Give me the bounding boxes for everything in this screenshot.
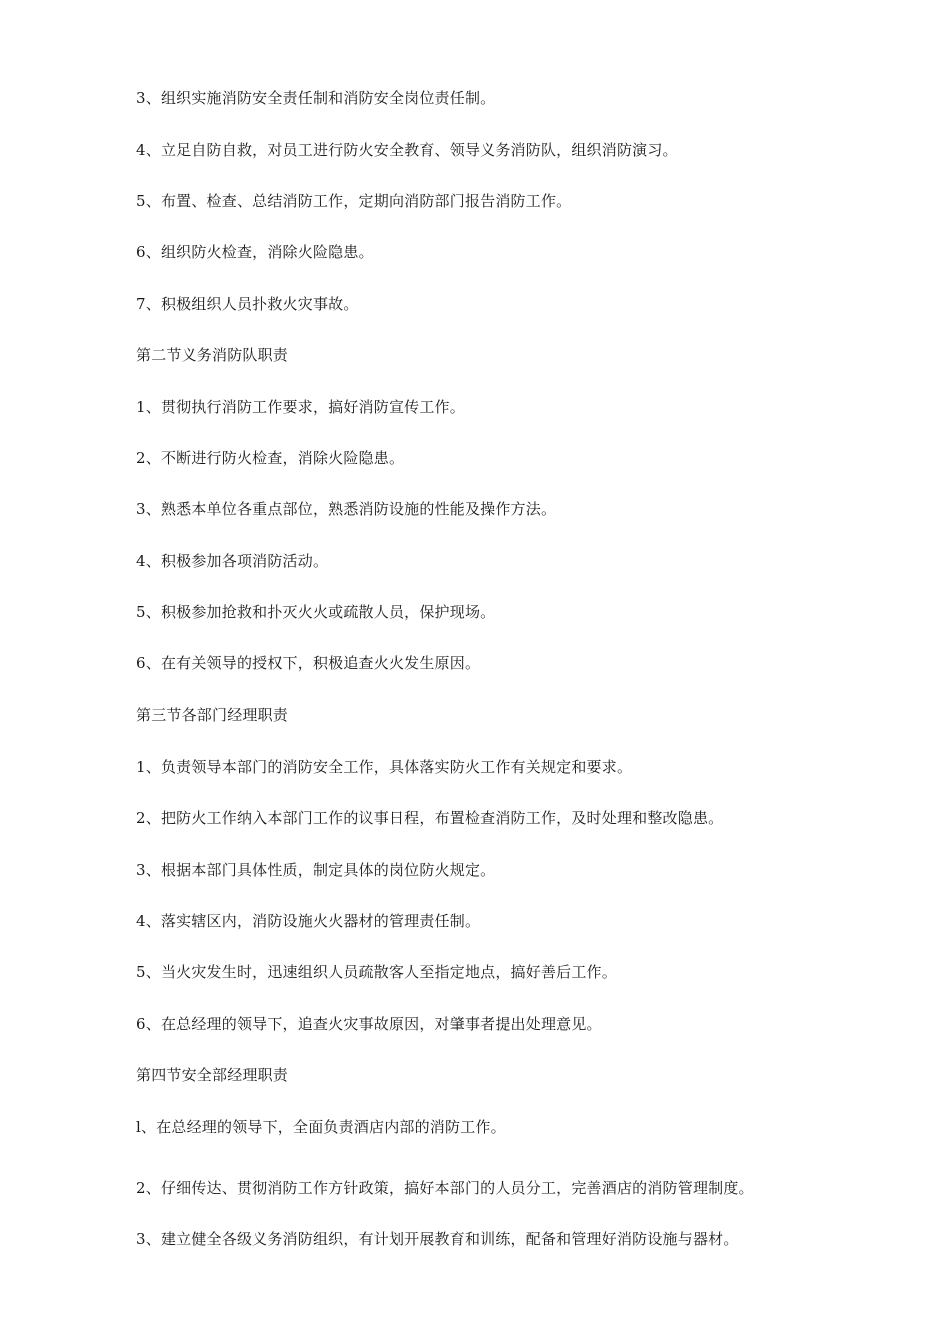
section-heading-2: 第二节义务消防队职责 bbox=[136, 346, 289, 364]
section-heading-3: 第三节各部门经理职责 bbox=[136, 706, 289, 724]
paragraph-8: 3、熟悉本单位各重点部位，熟悉消防设施的性能及操作方法。 bbox=[136, 500, 557, 518]
paragraph-1: 3、组织实施消防安全责任制和消防安全岗位责任制。 bbox=[136, 89, 496, 107]
paragraph-20: 3、建立健全各级义务消防组织，有计划开展教育和训练，配备和管理好消防设施与器材。 bbox=[136, 1230, 739, 1248]
paragraph-10: 5、积极参加抢救和扑灭火火或疏散人员，保护现场。 bbox=[136, 603, 496, 621]
paragraph-9: 4、积极参加各项消防活动。 bbox=[136, 552, 329, 570]
section-heading-4: 第四节安全部经理职责 bbox=[136, 1066, 289, 1084]
paragraph-16: 5、当火灾发生时，迅速组织人员疏散客人至指定地点，搞好善后工作。 bbox=[136, 963, 617, 981]
paragraph-7: 2、不断进行防火检查，消除火险隐患。 bbox=[136, 449, 405, 467]
paragraph-17: 6、在总经理的领导下，追查火灾事故原因，对肇事者提出处理意见。 bbox=[136, 1015, 602, 1033]
paragraph-2: 4、立足自防自救，对员工进行防火安全教育、领导义务消防队，组织消防演习。 bbox=[136, 141, 678, 159]
paragraph-18: l、在总经理的领导下，全面负责酒店内部的消防工作。 bbox=[136, 1118, 506, 1136]
paragraph-5: 7、积极组织人员扑救火灾事故。 bbox=[136, 295, 359, 313]
paragraph-11: 6、在有关领导的授权下，积极追查火火发生原因。 bbox=[136, 654, 481, 672]
paragraph-14: 3、根据本部门具体性质，制定具体的岗位防火规定。 bbox=[136, 861, 496, 879]
paragraph-15: 4、落实辖区内，消防设施火火器材的管理责任制。 bbox=[136, 912, 481, 930]
paragraph-4: 6、组织防火检查，消除火险隐患。 bbox=[136, 243, 374, 261]
paragraph-3: 5、布置、检查、总结消防工作，定期向消防部门报告消防工作。 bbox=[136, 192, 572, 210]
paragraph-13: 2、把防火工作纳入本部门工作的议事日程，布置检查消防工作，及时处理和整改隐患。 bbox=[136, 809, 724, 827]
paragraph-6: 1、贯彻执行消防工作要求，搞好消防宣传工作。 bbox=[136, 398, 465, 416]
paragraph-19: 2、仔细传达、贯彻消防工作方针政策，搞好本部门的人员分工，完善酒店的消防管理制度。 bbox=[136, 1179, 754, 1197]
paragraph-12: 1、负责领导本部门的消防安全工作，具体落实防火工作有关规定和要求。 bbox=[136, 758, 633, 776]
